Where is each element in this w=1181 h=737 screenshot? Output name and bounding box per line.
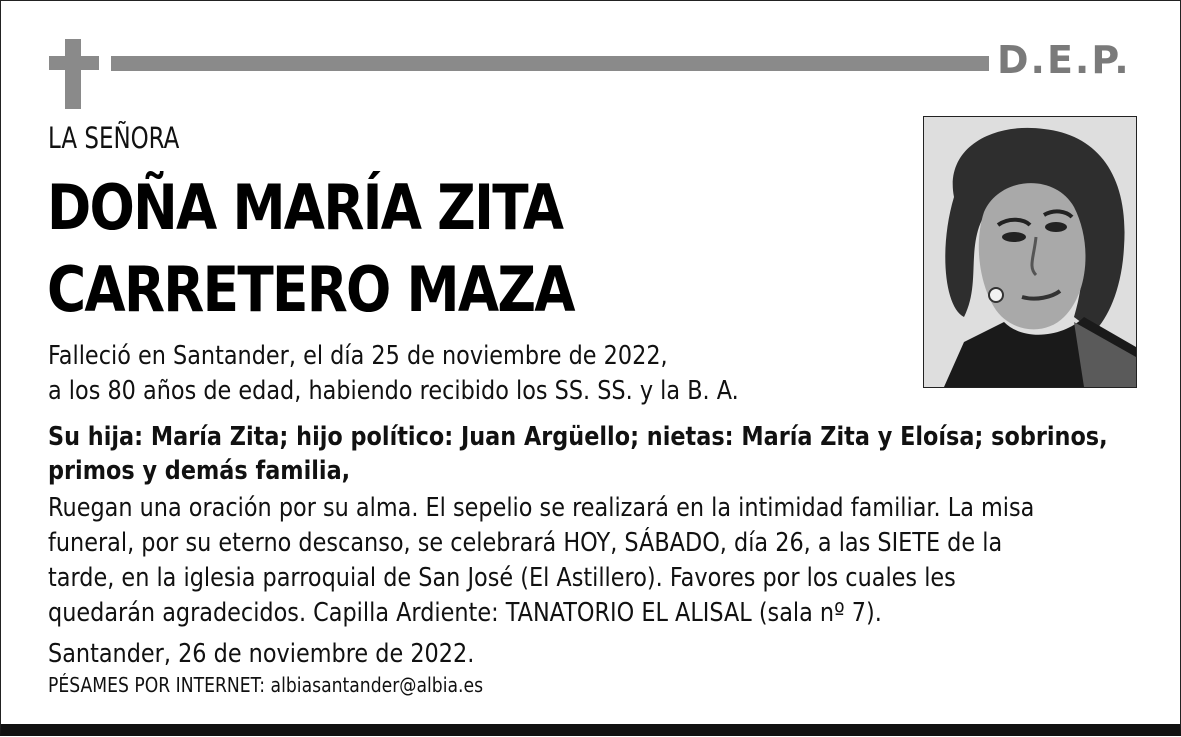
condolences-footer — [48, 673, 483, 697]
family-line2: primos y demás familia, — [48, 456, 351, 486]
deceased-name-line2: CARRETERO MAZA — [47, 253, 574, 326]
request-line4: quedarán agradecidos. Capilla Ardiente: TANATORIO EL ALISAL (sala nº 7). — [48, 598, 882, 628]
request-line3: tarde, en la iglesia parroquial de San José (El Astillero). Favores por los cuales les — [48, 563, 956, 593]
pesames-label: PÉSAMES POR INTERNET: — [48, 673, 266, 697]
header-rule — [111, 56, 989, 71]
family-line1: Su hija: María Zita; hijo político: Juan Argüello; nietas: María Zita y Eloísa; sobrinos, — [48, 422, 1108, 452]
place-date: Santander, 26 de noviembre de 2022. — [48, 639, 475, 669]
cross-icon — [49, 39, 99, 109]
request-line1: Ruegan una oración por su alma. El sepelio se realizará en la intimidad familiar. La misa — [48, 493, 1035, 523]
honorific-title: LA SEÑORA — [48, 121, 180, 155]
deceased-name-line1: DOÑA MARÍA ZITA — [47, 171, 563, 244]
death-info-line2: a los 80 años de edad, habiendo recibido los SS. SS. y la B. A. — [48, 376, 739, 406]
deceased-portrait — [923, 116, 1137, 388]
death-info-line1: Falleció en Santander, el día 25 de noviembre de 2022, — [48, 341, 668, 371]
condolences-email[interactable]: albiasantander@albia.es — [270, 673, 484, 697]
dep-label: D.E.P. — [997, 38, 1131, 82]
request-line2: funeral, por su eterno descanso, se celebrará HOY, SÁBADO, día 26, a las SIETE de la — [48, 528, 1003, 558]
